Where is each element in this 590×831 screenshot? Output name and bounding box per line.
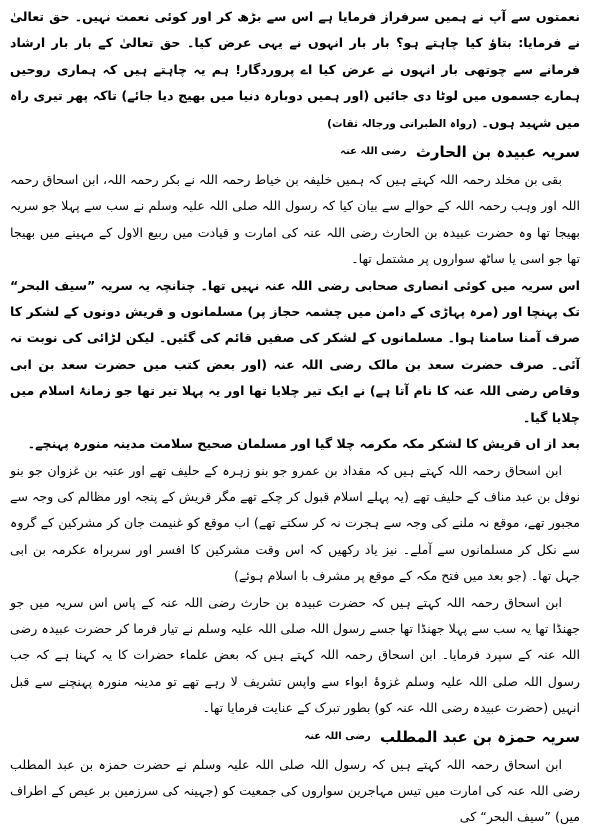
section1-paragraph-5: ابن اسحاق رحمہ اللہ کہتے ہیں کہ حضرت عبیدہ بن حارث رضی اللہ عنہ کے پاس اس سریہ میں جو جھنڈا تھا یہ سب سے پہلا جھنڈا تھا جسے رسول اللہ صلی اللہ علیہ وسلم نے تیار فرما کر حضرت عبیدہ رضی اللہ عنہ کے سپرد فرمایا۔ ابن اسحاق رحمہ اللہ کہتے ہیں کہ بعض علماء حضرات کا یہ کہنا ہے کہ جب رسول اللہ صلی اللہ علیہ وسلم غزوۂ ابواء سے واپس تشریف لا رہے تھے تو مدینہ منورہ پہنچنے سے قبل انہیں (حضرت عبیدہ رضی اللہ عنہ کو) بطور تبرک کے عنایت فرمایا تھا۔ [10,594,580,716]
section-heading-ubaidah [10,137,580,167]
intro-paragraph [10,4,580,137]
section1-paragraph-3: بعد از اں قریش کا لشکر مکہ مکرمہ چلا گیا اور مسلمان صحیح سلامت مدینہ منورہ پہنچے۔ [27,436,580,452]
section1-paragraph-4: ابن اسحاق رحمہ اللہ کہتے ہیں کہ مقداد بن عمرو جو بنو زہرہ کے حلیف تھے اور عتبہ بن غزوان جو بنو نوفل بن عبد مناف کے حلیف تھے (یہ پہلے اسلام قبول کر چکے تھے مگر قریش کے پنجہ اور مظالم کی وجہ سے مجبور تھے، موقع نہ ملنے کی وجہ سے ہجرت نہ کر سکتے تھے) اب موقع کو غنیمت جان کر مشرکین کے گروہ سے نکل کر مسلمانوں سے آملے۔ نیز یاد رکھیں کہ اس وقت مشرکین کا افسر اور سربراہ عکرمہ بن ابی جہل تھا۔ (جو بعد میں فتح مکہ کے موقع پر مشرف با اسلام ہوئے) [10,462,580,584]
section-heading-hamzah-text: سریہ حمزہ بن عبد المطلب [380,727,580,746]
intro-citation: (رواہ الطبرانی ورجالہ ثقات) [327,117,477,130]
section1-paragraph-1: بقی بن مخلد رحمہ اللہ کہتے ہیں کہ ہمیں خلیفہ بن خیاط رحمہ اللہ نے بکر رحمہ اللہ، ابن اسحاق رحمہ اللہ اور وہب رحمہ اللہ کے حوالے سے بیان کیا کہ رسول اللہ صلی اللہ علیہ وسلم نے سب سے پہلا جو سریہ بھیجا تھا وہ حضرت عبیدہ بن الحارث رضی اللہ عنہ کی امارت و قیادت میں ربیع الاول کے مہینے میں بھیجا تھا جو اسی یا ساٹھ سواروں پر مشتمل تھا۔ [10,172,580,267]
section-heading-hamzah [10,722,580,752]
section1-paragraph-2: اس سریہ میں کوئی انصاری صحابی رضی اللہ عنہ نہیں تھا۔ چنانچہ یہ سریہ ”سیف البحر“ تک پہنچا اور (مرہ پہاڑی کے دامن میں چشمہ حجاز پر) مسلمانوں و قریش دونوں کے لشکر کا صرف آمنا سامنا ہوا۔ مسلمانوں کے لشکر کی صفیں قائم کی گئیں۔ لیکن لڑائی کی نوبت نہ آئی۔ صرف حضرت سعد بن مالک رضی اللہ عنہ (اور بعض کتب میں حضرت سعد بن ابی وقاص رضی اللہ عنہ کا نام آتا ہے) نے ایک تیر چلایا تھا اور یہ پہلا تیر تھا جو زمانۂ اسلام میں چلایا گیا۔ [10,277,580,425]
section-heading-ubaidah-text: سریہ عبیدہ بن الحارث [415,143,580,162]
intro-paragraph-text: نعمتوں سے آپ نے ہمیں سرفراز فرمایا ہے اس سے بڑھ کر اور کوئی نعمت نہیں۔ حق تعالیٰ نے فرمایا: بتاؤ کیا چاہتے ہو؟ بار بار انہوں نے یہی عرض کیا۔ حق تعالیٰ کے بار بار ارشاد فرمانے سے چوتھی بار انہوں نے عرض کیا اے پروردگار! ہم یہ چاہتے ہیں کہ ہماری روحیں ہمارے جسموں میں لوٹا دی جائیں (اور ہمیں دوبارہ دنیا میں بھیج دیا جائے) تاکہ پھر تیری راہ میں شہید ہوں۔ [10,9,580,130]
section2-paragraph-1: ابن اسحاق رحمہ اللہ کہتے ہیں کہ رسول اللہ صلی اللہ علیہ وسلم نے حضرت حمزہ بن عبد المطلب رضی اللہ عنہ کی امارت میں تیس مہاجرین سواروں کی جمعیت کو (جہینہ کی سرزمین بر عیص کے اطراف میں) ”سیف البحر“ کی [10,756,580,825]
honorific-radiallahu-icon: رضی اللہ عنہ [340,146,407,158]
honorific-radiallahu-icon: رضی اللہ عنہ [304,730,371,742]
